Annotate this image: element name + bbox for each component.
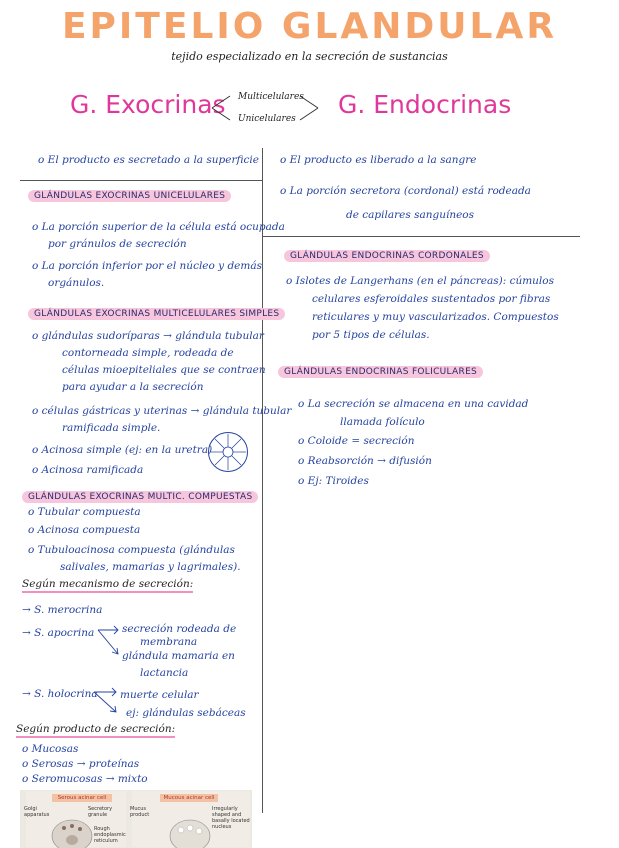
left-divider	[20, 180, 262, 181]
endo-cord-line-1: o Islotes de Langerhans (en el páncreas): cúmulos	[286, 275, 554, 287]
producto-line-2: o Serosas → proteínas	[22, 758, 140, 770]
exo-multi-line-5: o células gástricas y uterinas → glándula tubular	[32, 405, 292, 417]
exo-comp-line-1: o Tubular compuesta	[28, 506, 141, 518]
exo-multi-line-1: o glándulas sudoríparas → glándula tubular	[32, 330, 264, 342]
exo-comp-line-2: o Acinosa compuesta	[28, 524, 141, 536]
holocrina-detail-a: muerte celular	[120, 689, 199, 701]
exo-multi-line-3: células mioepiteliales que se contraen	[62, 364, 266, 376]
mecanismo-heading: Según mecanismo de secreción:	[22, 578, 193, 593]
exo-uni-line-2: por gránulos de secreción	[48, 238, 187, 250]
endo-cord-line-2: celulares esferoidales sustentados por fibras	[312, 293, 551, 305]
endo-fol-line-2: llamada folículo	[340, 416, 425, 428]
page-subtitle: tejido especializado en la secreción de sustancias	[171, 50, 448, 63]
right-intro-2: o La porción secretora (cordonal) está rodeada	[280, 185, 531, 197]
label-mucus-product: Mucus product	[130, 806, 150, 818]
endo-fol-line-3: o Coloide = secreción	[298, 435, 415, 447]
apocrina-detail-a2: membrana	[140, 636, 198, 648]
endo-fol-line-5: o Ej: Tiroides	[298, 475, 369, 487]
exocrinas-heading: G. Exocrinas	[70, 90, 226, 119]
label-secretory-granule: Secretory granule	[88, 806, 113, 818]
serous-cell-drawing	[50, 812, 94, 848]
left-intro: o El producto es secretado a la superficie	[38, 154, 259, 166]
exo-uni-line-4: orgánulos.	[48, 277, 105, 289]
section-heading-endo-cordonales: GLÁNDULAS ENDOCRINAS CORDONALES	[284, 250, 490, 262]
merocrina-label: → S. merocrina	[22, 604, 103, 616]
holocrina-detail-b: ej: glándulas sebáceas	[126, 707, 246, 719]
apocrina-detail-a1: secreción rodeada de	[122, 623, 237, 635]
section-heading-exo-compuestas: GLÁNDULAS EXOCRINAS MULTIC. COMPUESTAS	[22, 491, 258, 503]
holocrina-arrows	[92, 684, 122, 718]
vertical-divider	[262, 148, 263, 813]
holocrina-label: → S. holocrina	[22, 688, 98, 700]
exo-multi-line-8: o Acinosa ramificada	[32, 464, 144, 476]
apocrina-label: → S. apocrina	[22, 627, 95, 639]
label-irregular-nucleus: Irregularly shaped and basally located nucleus	[212, 806, 250, 830]
exo-multi-line-7: o Acinosa simple (ej: en la uretra)	[32, 444, 213, 456]
serous-title: Serous acinar cell	[52, 794, 112, 802]
mucous-title: Mucous acinar cell	[160, 794, 218, 802]
exo-comp-line-4: salivales, mamarias y lagrimales).	[60, 561, 241, 573]
exo-uni-line-1: o La porción superior de la célula está ocupada	[32, 221, 285, 233]
right-divider	[262, 236, 580, 237]
section-heading-exo-multi-simples: GLÁNDULAS EXOCRINAS MULTICELULARES SIMPLES	[28, 308, 285, 320]
exo-uni-line-3: o La porción inferior por el núcleo y demás	[32, 260, 262, 272]
branch-bottom-label: Unicelulares	[238, 114, 296, 124]
section-heading-exo-unicelulares: GLÁNDULAS EXOCRINAS UNICELULARES	[28, 190, 231, 202]
label-rough-er: Rough endoplasmic reticulum	[94, 826, 126, 844]
exo-multi-line-4: para ayudar a la secreción	[62, 381, 204, 393]
producto-heading: Según producto de secreción:	[16, 723, 175, 738]
exo-multi-line-6: ramificada simple.	[62, 422, 161, 434]
apocrina-detail-b1: glándula mamaria en	[122, 650, 235, 662]
acinar-cells-figure	[20, 790, 252, 848]
endo-fol-line-4: o Reabsorción → difusión	[298, 455, 432, 467]
right-intro-1: o El producto es liberado a la sangre	[280, 154, 477, 166]
endo-cord-line-4: por 5 tipos de células.	[312, 329, 430, 341]
producto-line-1: o Mucosas	[22, 743, 79, 755]
apocrina-detail-b2: lactancia	[140, 667, 189, 679]
endocrinas-heading: G. Endocrinas	[338, 90, 512, 119]
acinus-sketch	[208, 432, 248, 472]
exo-comp-line-3: o Tubuloacinosa compuesta (glándulas	[28, 544, 235, 556]
branch-top-label: Multicelulares	[238, 92, 304, 102]
endo-cord-line-3: reticulares y muy vascularizados. Compuestos	[312, 311, 559, 323]
section-heading-endo-foliculares: GLÁNDULAS ENDOCRINAS FOLICULARES	[278, 366, 483, 378]
label-golgi: Golgi apparatus	[24, 806, 50, 818]
producto-line-3: o Seromucosas → mixto	[22, 773, 148, 785]
exo-multi-line-2: contorneada simple, rodeada de	[62, 347, 234, 359]
right-intro-3: de capilares sanguíneos	[346, 209, 475, 221]
mucous-cell-drawing	[168, 812, 212, 848]
page-title: EPITELIO GLANDULAR	[61, 6, 558, 47]
endo-fol-line-1: o La secreción se almacena en una cavidad	[298, 398, 529, 410]
apocrina-arrows	[96, 620, 124, 660]
